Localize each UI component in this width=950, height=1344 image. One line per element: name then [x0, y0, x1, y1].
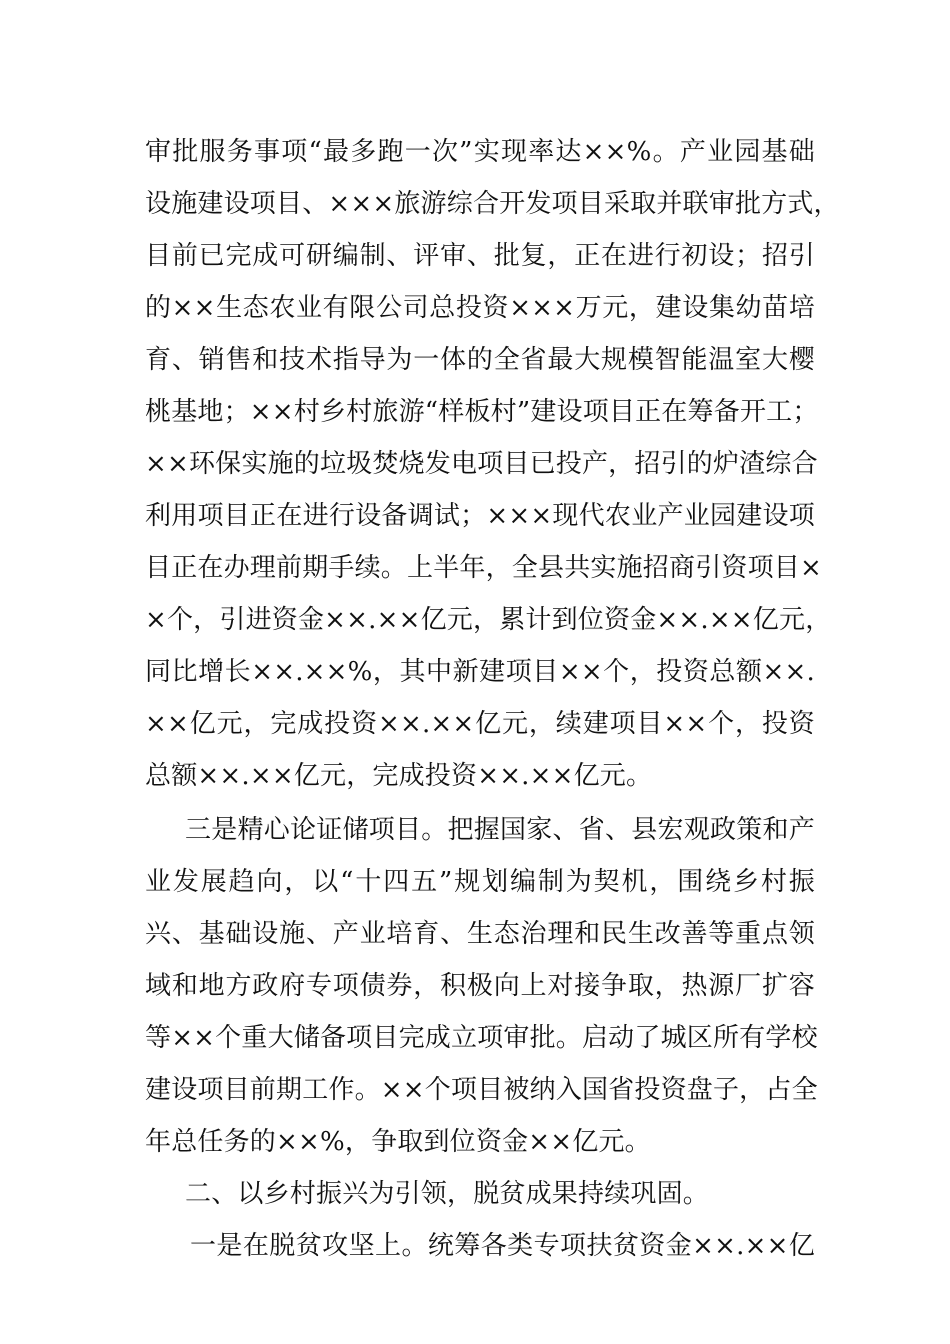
body-text-line: 年总任务的××%，争取到位资金××亿元。	[145, 1127, 651, 1157]
body-text-line: ××环保实施的垃圾焚烧发电项目已投产，招引的炉渣综合	[145, 449, 818, 479]
body-text-line: 育、销售和技术指导为一体的全省最大规模智能温室大樱	[145, 345, 815, 375]
body-text-line: 利用项目正在进行设备调试；×××现代农业产业园建设项	[145, 501, 815, 531]
body-text-line: 桃基地；××村乡村旅游“样板村”建设项目正在筹备开工；	[145, 397, 819, 427]
body-text-line: 总额××.××亿元，完成投资××.××亿元。	[145, 761, 653, 791]
paragraph-first-line: 一是在脱贫攻坚上。统筹各类专项扶贫资金××.××亿	[190, 1231, 815, 1261]
paragraph-first-line: 三是精心论证储项目。把握国家、省、县宏观政策和产	[185, 815, 815, 845]
body-text-line: 审批服务事项“最多跑一次”实现率达××%。产业园基础	[145, 137, 815, 167]
body-text-line: 设施建设项目、×××旅游综合开发项目采取并联审批方式，	[145, 189, 840, 219]
body-text-line: 业发展趋向，以“十四五”规划编制为契机，围绕乡村振	[145, 867, 815, 897]
body-text-line: 的××生态农业有限公司总投资×××万元，建设集幼苗培	[145, 293, 815, 323]
section-heading: 二、以乡村振兴为引领，脱贫成果持续巩固。	[185, 1179, 710, 1209]
body-text-line: 等××个重大储备项目完成立项审批。启动了城区所有学校	[145, 1023, 818, 1053]
body-text-line: 兴、基础设施、产业培育、生态治理和民生改善等重点领	[145, 919, 815, 949]
body-text-line: 目前已完成可研编制、评审、批复，正在进行初设；招引	[145, 241, 815, 271]
body-text-line: 同比增长××.××%，其中新建项目××个，投资总额××.	[145, 657, 815, 687]
body-text-line: 域和地方政府专项债券，积极向上对接争取，热源厂扩容	[145, 971, 815, 1001]
body-text-line: 建设项目前期工作。××个项目被纳入国省投资盘子，占全	[145, 1075, 818, 1105]
body-text-line: ×个，引进资金××.××亿元，累计到位资金××.××亿元，	[145, 605, 832, 635]
body-text-line: ××亿元，完成投资××.××亿元，续建项目××个，投资	[145, 709, 815, 739]
body-text-line: 目正在办理前期手续。上半年，全县共实施招商引资项目×	[145, 553, 822, 583]
